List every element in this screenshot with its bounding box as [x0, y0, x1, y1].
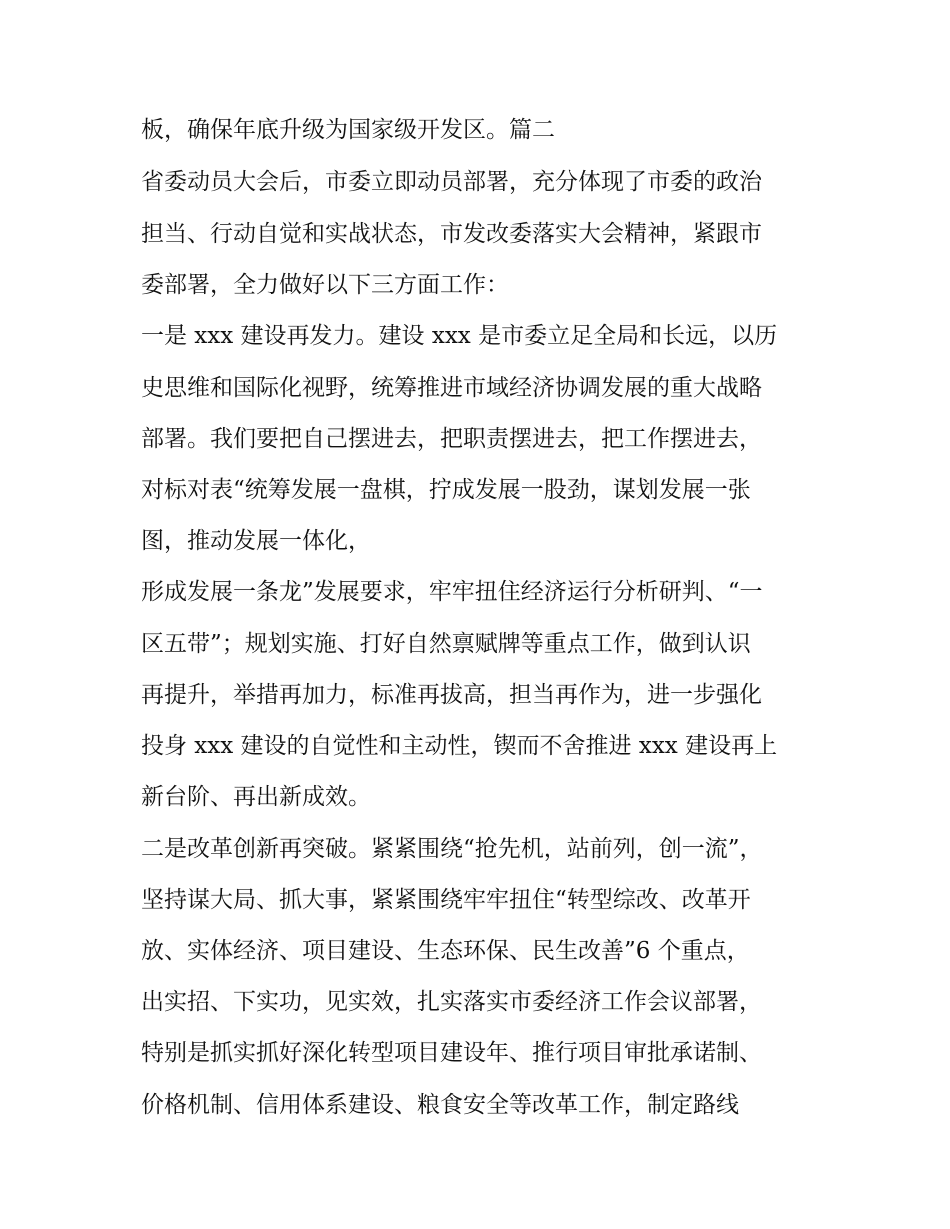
text-line: 图，推动发展一体化，: [141, 528, 371, 554]
text-line: 放、实体经济、项目建设、生态环保、民生改善”6 个重点，: [141, 938, 750, 964]
text-line: 二是改革创新再突破。紧紧围绕“抢先机，站前列，创一流”，: [141, 836, 763, 862]
text-line: 板，确保年底升级为国家级开发区。篇二: [141, 117, 555, 143]
text-line: 特别是抓实抓好深化转型项目建设年、推行项目审批承诺制、: [141, 1040, 762, 1066]
text-line: 再提升，举措再加力，标准再拔高，担当再作为，进一步强化: [141, 682, 762, 708]
text-line: 投身 xxx 建设的自觉性和主动性，锲而不舍推进 xxx 建设再上: [141, 733, 778, 759]
text-line: 委部署，全力做好以下三方面工作：: [141, 272, 509, 298]
text-line: 一是 xxx 建设再发力。建设 xxx 是市委立足全局和长远，以历: [141, 323, 778, 349]
text-line: 新台阶、再出新成效。: [141, 784, 371, 810]
text-line: 形成发展一条龙”发展要求，牢牢扭住经济运行分析研判、“一: [141, 579, 763, 605]
text-line: 出实招、下实功，见实效，扎实落实市委经济工作会议部署，: [141, 989, 762, 1015]
text-line: 省委动员大会后，市委立即动员部署，充分体现了市委的政治: [141, 169, 762, 195]
text-line: 部署。我们要把自己摆进去，把职责摆进去，把工作摆进去，: [141, 426, 762, 452]
text-line: 坚持谋大局、抓大事，紧紧围绕牢牢扭住“转型综改、改革开: [141, 887, 751, 913]
text-line: 对标对表“统筹发展一盘棋，拧成发展一股劲，谋划发展一张: [141, 477, 751, 503]
text-line: 区五带”；规划实施、打好自然禀赋牌等重点工作，做到认识: [141, 631, 751, 657]
text-line: 价格机制、信用体系建设、粮食安全等改革工作，制定路线: [141, 1092, 739, 1118]
text-line: 史思维和国际化视野，统筹推进市域经济协调发展的重大战略: [141, 375, 762, 401]
text-line: 担当、行动自觉和实战状态，市发改委落实大会精神，紧跟市: [141, 221, 762, 247]
